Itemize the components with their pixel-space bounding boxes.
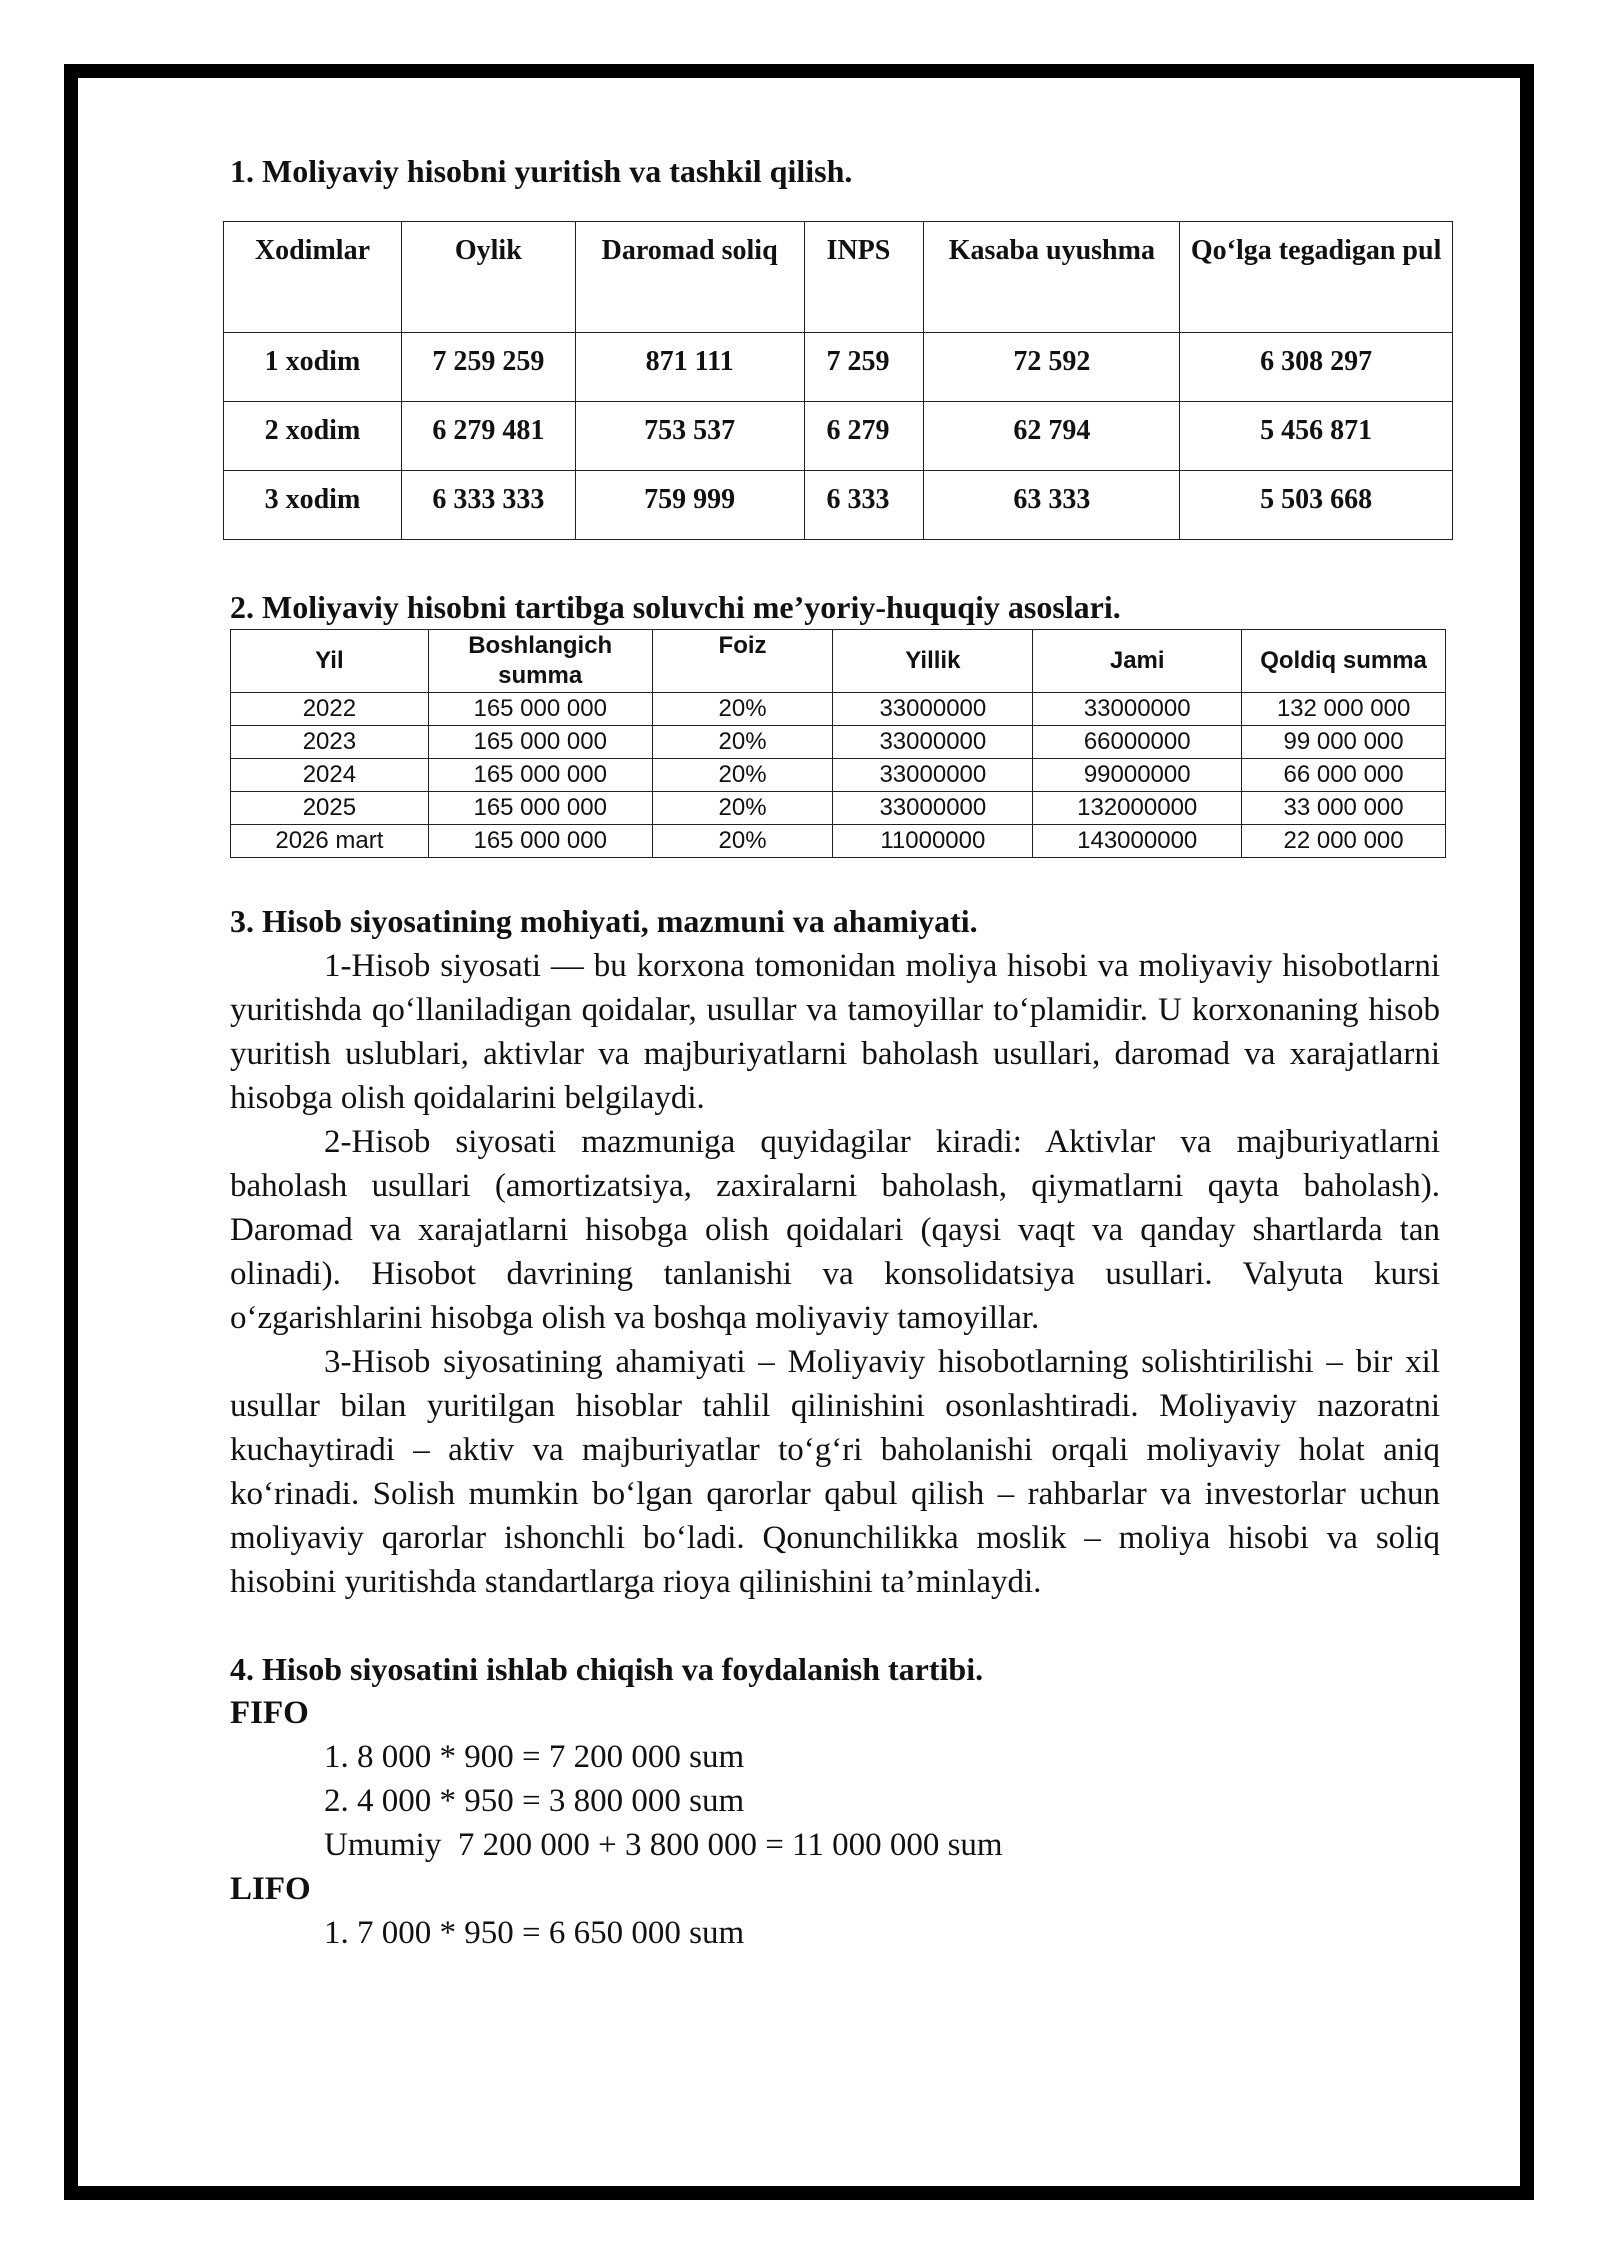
paragraph: 1-Hisob siyosati — bu korxona tomonidan moliya hisobi va moliyaviy hisobotlarni yuritishda qo‘llaniladigan qoidalar, usullar va tamoyillar to‘plamidir. U korxonaning hisob yuritish uslublari, aktivlar va majburiyatlarni baholash usullari, daromad va xarajatlarni hisobga olish qoidalarini belgilaydi.: [230, 947, 1440, 1116]
table-cell: 2022: [231, 693, 429, 726]
table-row: [224, 471, 1453, 540]
table-row: [231, 759, 1446, 792]
table-cell: 165 000 000: [428, 792, 652, 825]
table-row: [224, 402, 1453, 471]
table-cell: 1 xodim: [224, 333, 402, 402]
table-cell: 753 537: [575, 402, 804, 471]
table-cell: 6 333 333: [401, 471, 575, 540]
table-cell: 6 279 481: [401, 402, 575, 471]
salary-table-header: [224, 222, 1453, 333]
lifo-line: 1. 7 000 * 950 = 6 650 000 sum: [324, 1914, 745, 1951]
paragraph: 3-Hisob siyosatining ahamiyati – Moliyaviy hisobotlarning solishtirilishi – bir xil usullar bilan yuritilgan hisoblar tahlil qilinishini osonlashtiradi. Moliyaviy nazoratni kuchaytiradi – aktiv va majburiyatlar to‘g‘ri baholanishi orqali moliyaviy holat aniq ko‘rinadi. Solish mumkin bo‘lgan qarorlar qabul qilish – rahbarlar va investorlar uchun moliyaviy qarorlar ishonchli bo‘ladi. Qonunchilikka moslik – moliya hisobi va soliq hisobini yuritishda standartlarga rioya qilinishini ta’minlaydi.: [230, 1343, 1440, 1600]
table-cell: 5 503 668: [1180, 471, 1453, 540]
section-1-title: 1. Moliyaviy hisobni yuritish va tashkil qilish.: [230, 153, 853, 189]
fifo-line: 1. 8 000 * 900 = 7 200 000 sum: [324, 1738, 745, 1775]
section-3-title: 3. Hisob siyosatining mohiyati, mazmuni va ahamiyati.: [230, 903, 978, 940]
table-cell: 5 456 871: [1180, 402, 1453, 471]
section-2-title: 2. Moliyaviy hisobni tartibga soluvchi me’yoriy-huquqiy asoslari.: [230, 589, 1121, 626]
table-cell: 6 279: [804, 402, 924, 471]
table-cell: 33 000 000: [1242, 792, 1446, 825]
table-cell: 165 000 000: [428, 825, 652, 858]
table-cell: 99000000: [1033, 759, 1242, 792]
table-cell: 20%: [652, 825, 833, 858]
table-row: [231, 726, 1446, 759]
table-row: [231, 693, 1446, 726]
header-cell: Boshlangich summa: [428, 630, 652, 693]
fifo-label: FIFO: [230, 1694, 309, 1731]
table-cell: 62 794: [924, 402, 1180, 471]
table-row: [231, 792, 1446, 825]
table-cell: 2025: [231, 792, 429, 825]
table-cell: 3 xodim: [224, 471, 402, 540]
table-cell: 20%: [652, 726, 833, 759]
table-cell: 33000000: [833, 693, 1033, 726]
table-cell: 165 000 000: [428, 693, 652, 726]
header-cell: Foiz: [652, 630, 833, 693]
table-cell: 33000000: [833, 726, 1033, 759]
header-cell: Daromad soliq: [575, 222, 804, 333]
paragraph: 2-Hisob siyosati mazmuniga quyidagilar kiradi: Aktivlar va majburiyatlarni baholash usullari (amortizatsiya, zaxiralarni baholash, qiymatlarni qayta baholash). Daromad va xarajatlarni hisobga olish qoidalari (qaysi vaqt va qanday shartlarda tan olinadi). Hisobot davrining tanlanishi va konsolidatsiya usullari. Valyuta kursi o‘zgarishlarini hisobga olish va boshqa moliyaviy tamoyillar.: [230, 1123, 1440, 1336]
table-cell: 20%: [652, 759, 833, 792]
header-cell: Qo‘lga tegadigan pul: [1180, 222, 1453, 333]
table-cell: 72 592: [924, 333, 1180, 402]
header-cell: Qoldiq summa: [1242, 630, 1446, 693]
table-cell: 63 333: [924, 471, 1180, 540]
table-cell: 6 308 297: [1180, 333, 1453, 402]
section-4-title: 4. Hisob siyosatini ishlab chiqish va foydalanish tartibi.: [230, 1650, 984, 1687]
table-cell: 871 111: [575, 333, 804, 402]
table-cell: 2026 mart: [231, 825, 429, 858]
table-cell: 99 000 000: [1242, 726, 1446, 759]
header-cell: Oylik: [401, 222, 575, 333]
amortization-table: [230, 629, 1446, 858]
table-row: [231, 825, 1446, 858]
table-cell: 2024: [231, 759, 429, 792]
header-cell: INPS: [804, 222, 924, 333]
header-cell: Xodimlar: [224, 222, 402, 333]
table-cell: 759 999: [575, 471, 804, 540]
table-cell: 33000000: [833, 759, 1033, 792]
table-cell: 7 259 259: [401, 333, 575, 402]
table-cell: 165 000 000: [428, 726, 652, 759]
table-cell: 66000000: [1033, 726, 1242, 759]
table-cell: 11000000: [833, 825, 1033, 858]
table-cell: 6 333: [804, 471, 924, 540]
table-cell: 2023: [231, 726, 429, 759]
table-cell: 132 000 000: [1242, 693, 1446, 726]
salary-table: [223, 221, 1453, 540]
lifo-label: LIFO: [230, 1870, 311, 1907]
fifo-total: Umumiy 7 200 000 + 3 800 000 = 11 000 000 sum: [324, 1826, 1003, 1863]
table-row: [224, 333, 1453, 402]
document-content: [230, 150, 1440, 1955]
amortization-table-header: [231, 630, 1446, 693]
header-cell: Yillik: [833, 630, 1033, 693]
table-cell: 7 259: [804, 333, 924, 402]
table-cell: 165 000 000: [428, 759, 652, 792]
header-cell: Kasaba uyushma: [924, 222, 1180, 333]
table-cell: 33000000: [1033, 693, 1242, 726]
header-cell: Jami: [1033, 630, 1242, 693]
fifo-line: 2. 4 000 * 950 = 3 800 000 sum: [324, 1782, 745, 1819]
table-cell: 132000000: [1033, 792, 1242, 825]
table-cell: 66 000 000: [1242, 759, 1446, 792]
table-cell: 143000000: [1033, 825, 1242, 858]
table-cell: 2 xodim: [224, 402, 402, 471]
table-cell: 20%: [652, 792, 833, 825]
table-cell: 20%: [652, 693, 833, 726]
table-cell: 33000000: [833, 792, 1033, 825]
header-cell: Yil: [231, 630, 429, 693]
table-cell: 22 000 000: [1242, 825, 1446, 858]
